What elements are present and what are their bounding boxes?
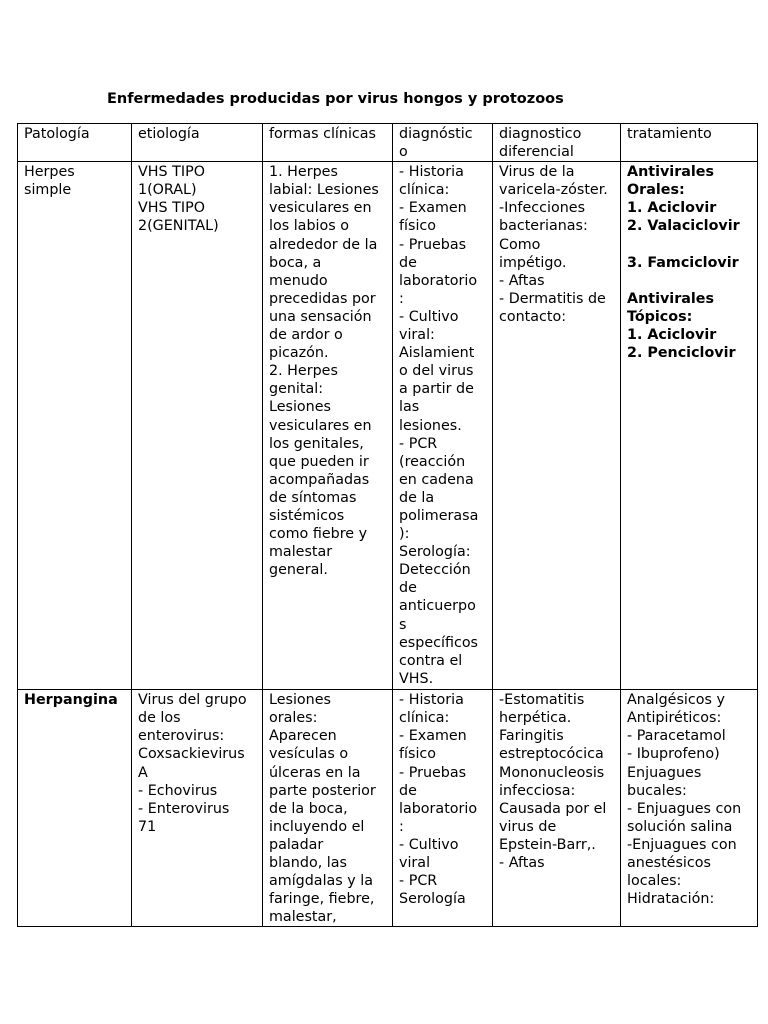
header-patologia: Patología [18,124,132,162]
disease-table [17,123,758,927]
cell-diagnostico: - Historia clínica: - Examen físico - Pruebas de laboratorio : - Cultivo viral - PCR Serología [393,690,493,927]
table-header-row [18,124,758,162]
header-diagnostico-diferencial: diagnostico diferencial [493,124,621,162]
header-diagnostico: diagnóstic o [393,124,493,162]
cell-diagnostico-diferencial: -Estomatitis herpética. Faringitis estreptocócica Mononucleosis infecciosa: Causada por el virus de Epstein-Barr,. - Aftas [493,690,621,927]
header-etiologia: etiología [132,124,263,162]
table-row [18,690,758,927]
page-title: Enfermedades producidas por virus hongos y protozoos [107,91,564,107]
table-row [18,162,758,690]
cell-patologia: Herpes simple [18,162,132,690]
cell-formas-clinicas: 1. Herpes labial: Lesiones vesiculares en los labios o alrededor de la boca, a menudo precedidas por una sensación de ardor o picazón. 2. Herpes genital: Lesiones vesiculares en los genitales, que pueden ir acompañadas de síntomas sistémicos como fiebre y malestar general. [263,162,393,690]
cell-patologia: Herpangina [18,690,132,927]
cell-tratamiento: Analgésicos y Antipiréticos: - Paracetamol - Ibuprofeno) Enjuagues bucales: - Enjuagues con solución salina -Enjuagues con anestésicos locales: Hidratación: [621,690,758,927]
cell-tratamiento: Antivirales Orales: 1. Aciclovir 2. Valaciclovir 3. Famciclovir Antivirales Tópicos: 1. Aciclovir 2. Penciclovir [621,162,758,690]
header-formas-clinicas: formas clínicas [263,124,393,162]
cell-etiologia: VHS TIPO 1(ORAL) VHS TIPO 2(GENITAL) [132,162,263,690]
cell-diagnostico: - Historia clínica: - Examen físico - Pruebas de laboratorio : - Cultivo viral: Aislamient o del virus a partir de las lesiones. - PCR (reacción en cadena de la polimerasa ): Serología: Detección de anticuerpo s específicos contra el VHS. [393,162,493,690]
header-tratamiento: tratamiento [621,124,758,162]
cell-diagnostico-diferencial: Virus de la varicela-zóster. -Infecciones bacterianas: Como impétigo. - Aftas - Dermatitis de contacto: [493,162,621,690]
cell-formas-clinicas: Lesiones orales: Aparecen vesículas o úlceras en la parte posterior de la boca, incluyendo el paladar blando, las amígdalas y la faringe, fiebre, malestar, [263,690,393,927]
cell-etiologia: Virus del grupo de los enterovirus: Coxsackievirus A - Echovirus - Enterovirus 71 [132,690,263,927]
